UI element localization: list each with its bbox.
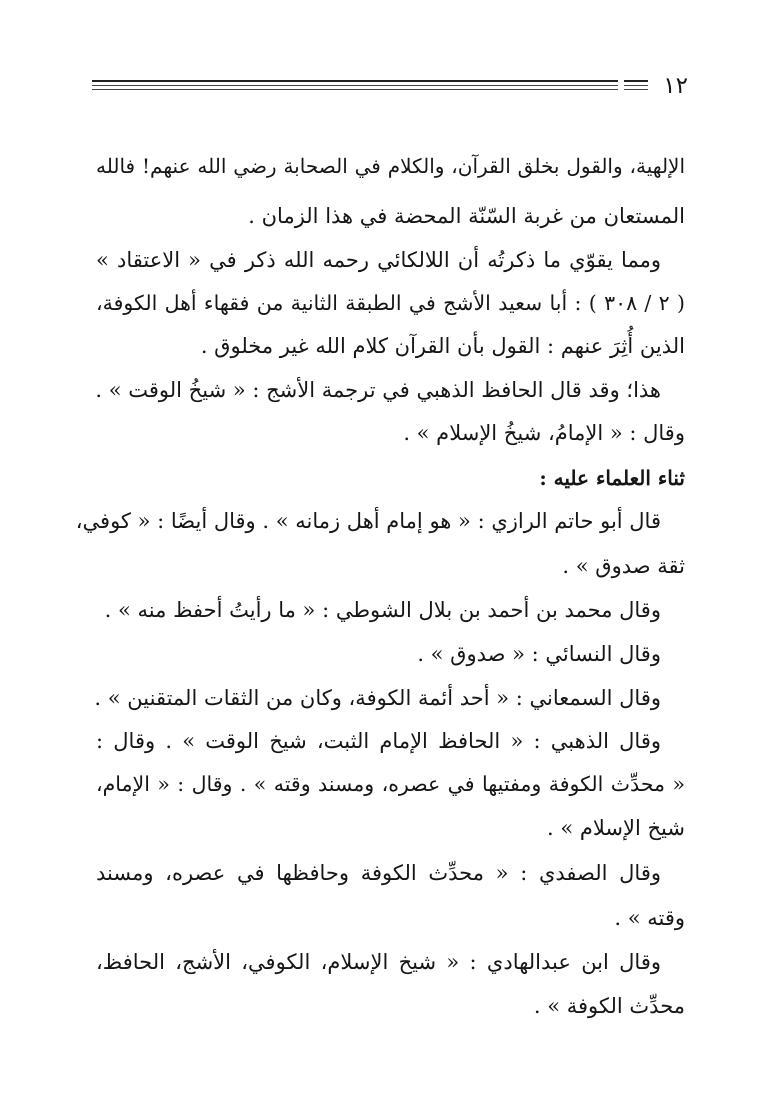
text-line: وقته » .: [614, 906, 685, 930]
text-line: قال أبو حاتم الرازي : « هو إمام أهل زمانه » . وقال أيضًا : « كوفي،: [75, 509, 661, 533]
text-line: وقال النسائي : « صدوق » .: [417, 642, 661, 666]
text-line: المستعان من غربة السّنّة المحضة في هذا الزمان .: [248, 204, 685, 228]
text-line: هذا؛ وقد قال الحافظ الذهبي في ترجمة الأشج : « شيخُ الوقت » .: [95, 378, 661, 402]
header-rule-long: [92, 80, 618, 82]
text-line: « محدِّث الكوفة ومفتيها في عصره، ومسند وقته » . وقال : « الإمام،: [96, 772, 685, 796]
text-line: الإلهية، والقول بخلق القرآن، والكلام في الصحابة رضي الله عنهم! فالله: [96, 154, 685, 178]
text-line: ( ٢ / ٣٠٨ ) : أبا سعيد الأشج في الطبقة الثانية من فقهاء أهل الكوفة،: [96, 291, 686, 315]
text-line: ثقة صدوق » .: [562, 554, 685, 578]
text-line: وقال ابن عبدالهادي : « شيخ الإسلام، الكوفي، الأشج، الحافظ،: [96, 950, 661, 974]
text-line: وقال : « الإمامُ، شيخُ الإسلام » .: [403, 421, 685, 445]
text-line: ومما يقوّي ما ذكرتُه أن اللالكائي رحمه الله ذكر في « الاعتقاد »: [96, 248, 661, 272]
text-line: وقال السمعاني : « أحد أئمة الكوفة، وكان من الثقات المتقنين » .: [94, 686, 661, 710]
section-heading: ثناء العلماء عليه :: [539, 466, 685, 490]
text-line: وقال محمد بن أحمد بن بلال الشوطي : « ما رأيتُ أحفظ منه » .: [104, 598, 661, 622]
header-rule-short: [624, 80, 648, 82]
text-line: وقال الذهبي : « الحافظ الإمام الثبت، شيخ الوقت » . وقال :: [96, 729, 661, 753]
text-line: شيخ الإسلام » .: [547, 816, 685, 840]
text-line: محدِّث الكوفة » .: [533, 994, 685, 1018]
text-line: الذين أُثِرَ عنهم : القول بأن القرآن كلام الله غير مخلوق .: [200, 334, 685, 358]
page-number: ١٢: [663, 73, 688, 99]
text-line: وقال الصفدي : « محدِّث الكوفة وحافظها في عصره، ومسند: [96, 861, 661, 885]
page-header: [92, 72, 688, 102]
